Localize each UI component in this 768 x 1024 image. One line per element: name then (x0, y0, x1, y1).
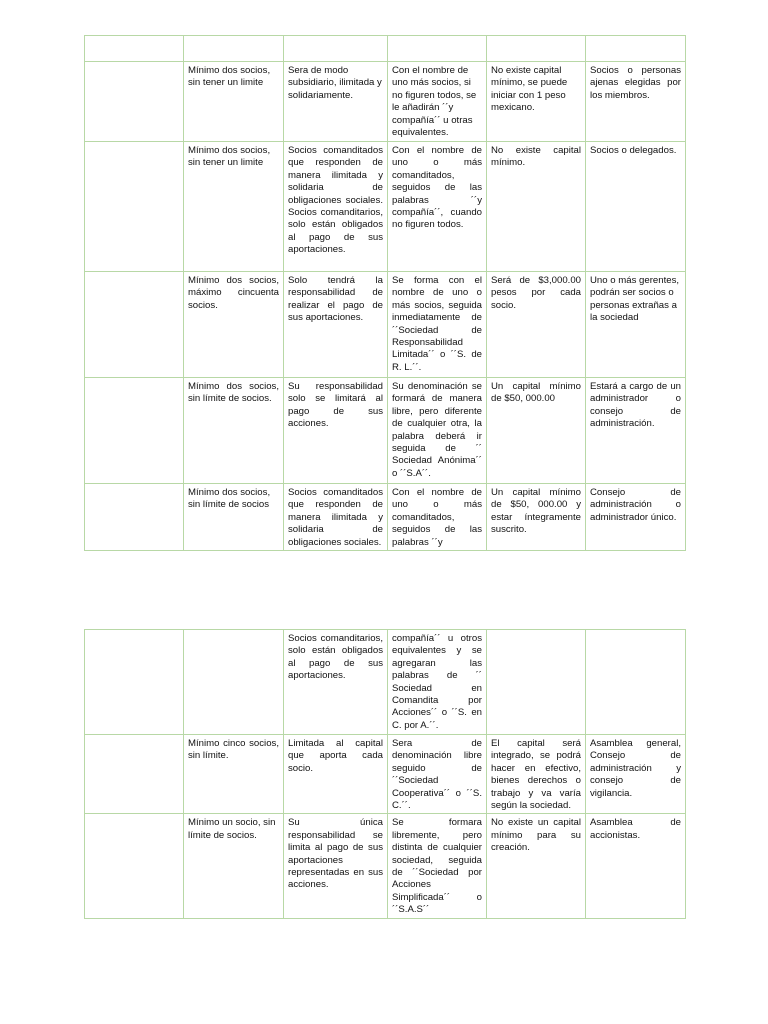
table-row (85, 62, 686, 142)
name-cell: Sera de denominación libre seguido de ´´Sociedad Cooperativa´´ o ´´S. C.´´. (388, 735, 487, 814)
name-cell: compañía´´ u otros equivalentes y se agregaran las palabras de ´´ Sociedad en Comandita por Acciones´´ o ´´S. en C. por A.´´. (388, 630, 487, 735)
capital-cell: No existe capital mínimo. (487, 142, 586, 272)
table-cell (85, 735, 184, 814)
members-cell: Mínimo dos socios, sin límite de socios. (184, 378, 284, 484)
liability-cell: Solo tendrá la responsabilidad de realizar el pago de sus aportaciones. (284, 272, 388, 378)
administration-cell: Consejo de administración o administrador único. (586, 484, 686, 551)
administration-cell: Asamblea de accionistas. (586, 814, 686, 918)
administration-cell: Estará a cargo de un administrador o consejo de administración. (586, 378, 686, 484)
members-cell: Mínimo dos socios, sin tener un limite (184, 142, 284, 272)
table-row (85, 378, 686, 484)
administration-cell: Socios o personas ajenas elegidas por los miembros. (586, 62, 686, 142)
members-cell: Mínimo dos socios, sin tener un limite (184, 62, 284, 142)
table-row (85, 814, 686, 918)
table-cell (85, 62, 184, 142)
members-cell: Mínimo dos socios, máximo cincuenta socios. (184, 272, 284, 378)
liability-cell: Su única responsabilidad se limita al pago de sus aportaciones representadas en sus acciones. (284, 814, 388, 918)
name-cell: Se forma con el nombre de uno o más socios, seguida inmediatamente de ´´Sociedad de Responsabilidad Limitada´´ o ´´S. de R. L.´´. (388, 272, 487, 378)
table-row (85, 272, 686, 378)
capital-cell: Será de $3,000.00 pesos por cada socio. (487, 272, 586, 378)
liability-cell: Su responsabilidad solo se limitará al pago de sus acciones. (284, 378, 388, 484)
capital-cell: Un capital mínimo de $50, 000.00 (487, 378, 586, 484)
administration-cell (586, 630, 686, 735)
table-cell (85, 272, 184, 378)
members-cell (184, 630, 284, 735)
members-cell: Mínimo dos socios, sin límite de socios (184, 484, 284, 551)
table-cell (85, 630, 184, 735)
table-cell (284, 36, 388, 62)
companies-table-part-2 (84, 629, 686, 919)
table-row (85, 484, 686, 551)
table-row (85, 735, 686, 814)
liability-cell: Limitada al capital que aporta cada socio. (284, 735, 388, 814)
administration-cell: Socios o delegados. (586, 142, 686, 272)
table-cell (85, 484, 184, 551)
name-cell: Con el nombre de uno o más comanditados, seguidos de las palabras ´´y compañía´´, cuando no figuren todos. (388, 142, 487, 272)
members-cell: Mínimo cinco socios, sin límite. (184, 735, 284, 814)
members-cell: Mínimo un socio, sin límite de socios. (184, 814, 284, 918)
companies-table-part-1 (84, 35, 686, 551)
capital-cell: El capital será integrado, se podrá hacer en efectivo, bienes derechos o trabajo y va varía según la sociedad. (487, 735, 586, 814)
table-cell (85, 814, 184, 918)
administration-cell: Uno o más gerentes, podrán ser socios o personas extrañas a la sociedad (586, 272, 686, 378)
capital-cell: No existe un capital mínimo para su creación. (487, 814, 586, 918)
table-row (85, 630, 686, 735)
table-cell (388, 36, 487, 62)
liability-cell: Socios comanditados que responden de manera ilimitada y solidaria de obligaciones sociales. Socios comanditarios, solo están obligados al pago de sus aportaciones. (284, 142, 388, 272)
name-cell: Con el nombre de uno más socios, si no figuren todos, se le añadirán ´´y compañía´´ u otras equivalentes. (388, 62, 487, 142)
liability-cell: Sera de modo subsidiario, ilimitada y solidariamente. (284, 62, 388, 142)
name-cell: Con el nombre de uno o más comanditados, seguidos de las palabras ´´y (388, 484, 487, 551)
table-cell (85, 378, 184, 484)
liability-cell: Socios comanditarios, solo están obligados al pago de sus aportaciones. (284, 630, 388, 735)
name-cell: Se formara libremente, pero distinta de cualquier sociedad, seguida de ´´Sociedad por Acciones Simplificada´´ o ´´S.A.S´´ (388, 814, 487, 918)
table-row (85, 142, 686, 272)
table-cell (586, 36, 686, 62)
table-cell (85, 36, 184, 62)
table-header-row (85, 36, 686, 62)
administration-cell: Asamblea general, Consejo de administración y consejo de vigilancia. (586, 735, 686, 814)
table-cell (184, 36, 284, 62)
capital-cell: Un capital mínimo de $50, 000.00 y estar íntegramente suscrito. (487, 484, 586, 551)
name-cell: Su denominación se formará de manera libre, pero diferente de cualquier otra, la palabra deberá ir seguida de ´´ Sociedad Anónima´´ o ´´S.A´´. (388, 378, 487, 484)
liability-cell: Socios comanditados que responden de manera ilimitada y solidaria de obligaciones sociales. (284, 484, 388, 551)
table-cell (487, 36, 586, 62)
capital-cell: No existe capital mínimo, se puede iniciar con 1 peso mexicano. (487, 62, 586, 142)
table-cell (85, 142, 184, 272)
capital-cell (487, 630, 586, 735)
